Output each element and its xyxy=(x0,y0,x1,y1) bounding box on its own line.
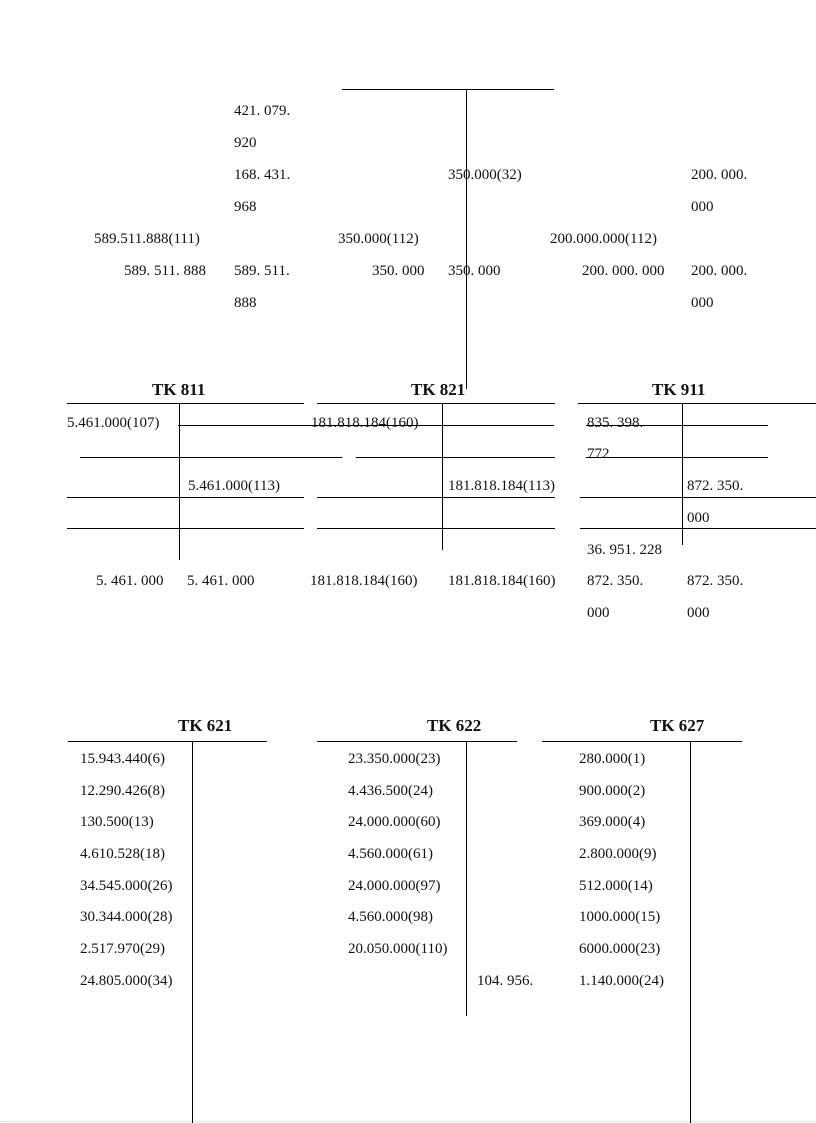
tk821-title: TK 821 xyxy=(411,380,466,399)
tk911-debit-entry: 772 xyxy=(587,446,610,462)
tk811-rule xyxy=(80,457,342,458)
tk621-debit-entry: 30.344.000(28) xyxy=(80,909,173,925)
col3-debit-entry: 200.000.000(112) xyxy=(550,231,657,247)
tk622-credit-entry: 104. 956. xyxy=(477,973,534,989)
tk627-debit-entry: 6000.000(23) xyxy=(579,941,661,957)
tk821-rule xyxy=(317,497,555,498)
tk622-debit-entry: 24.000.000(97) xyxy=(348,878,441,894)
tk627-divider xyxy=(690,741,691,1123)
col3-debit-total: 200. 000. 000 xyxy=(582,263,665,279)
tk627-title: TK 627 xyxy=(650,716,705,735)
tk821-debit-total: 181.818.184(160) xyxy=(310,573,418,589)
tk621-debit-entry: 15.943.440(6) xyxy=(80,751,165,767)
tk621-debit-entry: 24.805.000(34) xyxy=(80,973,173,989)
col1-credit-line: 888 xyxy=(234,295,257,311)
tk621-divider xyxy=(192,741,193,1123)
tk911-credit-entry: 872. 350. xyxy=(687,478,744,494)
tk622-top-rule xyxy=(317,741,517,742)
tk622-divider xyxy=(466,741,467,1016)
tk911-top-rule xyxy=(578,403,816,404)
tk811-credit-total: 5. 461. 000 xyxy=(187,573,255,589)
tk622-debit-entry: 24.000.000(60) xyxy=(348,814,441,830)
tk821-top-rule xyxy=(317,403,555,404)
col2-debit-total: 350. 000 xyxy=(372,263,425,279)
col2-credit-entry: 350.000(32) xyxy=(448,167,522,183)
tk911-debit-total: 872. 350. xyxy=(587,573,644,589)
tk811-debit-total: 5. 461. 000 xyxy=(96,573,164,589)
col2-credit-total: 350. 000 xyxy=(448,263,501,279)
tk622-debit-entry: 4.436.500(24) xyxy=(348,783,433,799)
tk811-rule xyxy=(67,528,304,529)
tk622-title: TK 622 xyxy=(427,716,482,735)
tk811-credit-entry: 5.461.000(113) xyxy=(188,478,280,494)
tk622-debit-entry: 20.050.000(110) xyxy=(348,941,448,957)
tk627-debit-entry: 512.000(14) xyxy=(579,878,653,894)
tk811-title: TK 811 xyxy=(152,380,206,399)
top-account-divider xyxy=(466,89,467,389)
tk627-debit-entry: 280.000(1) xyxy=(579,751,646,767)
tk621-debit-entry: 34.545.000(26) xyxy=(80,878,173,894)
tk627-debit-entry: 1.140.000(24) xyxy=(579,973,664,989)
tk821-credit-total: 181.818.184(160) xyxy=(448,573,556,589)
tk627-debit-entry: 1000.000(15) xyxy=(579,909,661,925)
tk621-title: TK 621 xyxy=(178,716,233,735)
tk621-debit-entry: 2.517.970(29) xyxy=(80,941,165,957)
col1-credit-line: 968 xyxy=(234,199,257,215)
tk811-rule xyxy=(67,497,304,498)
tk911-debit-total: 000 xyxy=(587,605,610,621)
tk911-rule xyxy=(586,457,768,458)
tk821-rule xyxy=(317,528,555,529)
col3-credit-line: 000 xyxy=(691,199,714,215)
tk911-rule xyxy=(580,528,816,529)
tk811-debit-entry: 5.461.000(107) xyxy=(67,415,160,431)
tk911-title: TK 911 xyxy=(652,380,706,399)
tk621-debit-entry: 130.500(13) xyxy=(80,814,154,830)
tk821-rule xyxy=(356,457,555,458)
col3-credit-line: 200. 000. xyxy=(691,263,748,279)
col2-debit-entry: 350.000(112) xyxy=(338,231,419,247)
tk627-top-rule xyxy=(542,741,742,742)
tk621-debit-entry: 12.290.426(8) xyxy=(80,783,165,799)
col3-credit-line: 000 xyxy=(691,295,714,311)
tk622-debit-entry: 4.560.000(98) xyxy=(348,909,433,925)
tk911-credit-entry: 000 xyxy=(687,510,710,526)
col1-credit-line: 589. 511. xyxy=(234,263,290,279)
tk911-debit-entry: 36. 951. 228 xyxy=(587,542,662,558)
tk621-debit-entry: 4.610.528(18) xyxy=(80,846,165,862)
tk811-top-rule xyxy=(67,403,304,404)
page-bottom-edge xyxy=(0,1121,816,1122)
col1-credit-line: 168. 431. xyxy=(234,167,291,183)
tk911-credit-total: 000 xyxy=(687,605,710,621)
tk621-top-rule xyxy=(68,741,267,742)
tk911-debit-entry: 835. 398. xyxy=(587,415,644,431)
tk821-debit-entry: 181.818.184(160) xyxy=(311,415,419,431)
col1-credit-line: 920 xyxy=(234,135,257,151)
tk627-debit-entry: 900.000(2) xyxy=(579,783,646,799)
col1-debit-entry: 589.511.888(111) xyxy=(94,231,200,247)
tk622-debit-entry: 4.560.000(61) xyxy=(348,846,433,862)
tk627-debit-entry: 2.800.000(9) xyxy=(579,846,657,862)
top-account-top-rule xyxy=(342,89,554,90)
tk811-divider xyxy=(179,403,180,560)
tk622-debit-entry: 23.350.000(23) xyxy=(348,751,441,767)
tk627-debit-entry: 369.000(4) xyxy=(579,814,646,830)
tk911-rule xyxy=(580,497,816,498)
col1-debit-total: 589. 511. 888 xyxy=(124,263,206,279)
tk821-credit-entry: 181.818.184(113) xyxy=(448,478,555,494)
tk911-credit-total: 872. 350. xyxy=(687,573,744,589)
col1-credit-line: 421. 079. xyxy=(234,103,291,119)
col3-credit-line: 200. 000. xyxy=(691,167,748,183)
